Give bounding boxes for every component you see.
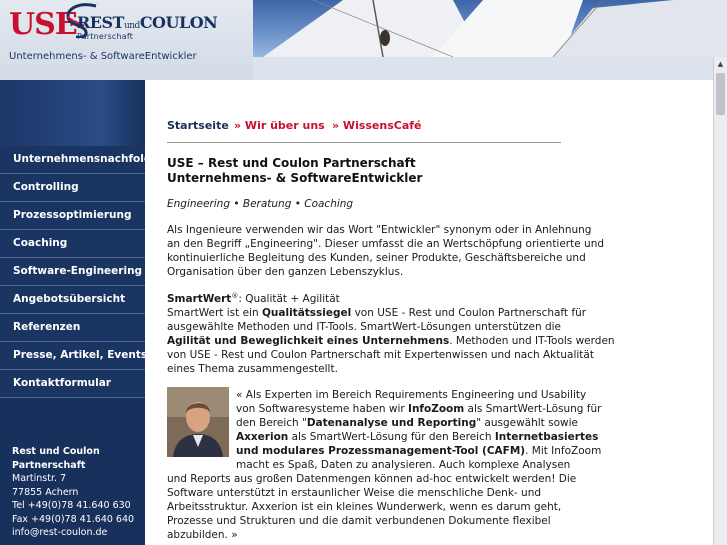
page-title <box>167 156 422 186</box>
contact-fax: Fax +49(0)78 41.640 640 <box>12 513 135 525</box>
scroll-up-arrow-icon[interactable]: ▲ <box>717 60 724 68</box>
page-title-line1: USE – Rest und Coulon Partnerschaft <box>167 156 416 170</box>
text-run-bold: und modulares Prozessmanagement-Tool (CAFM) <box>236 445 526 457</box>
quote-line: und Reports aus großen Datenmengen können ad-hoc entwickelt werden! Die <box>167 473 577 485</box>
top-nav <box>167 118 561 143</box>
text-run: von Softwaresysteme haben wir <box>236 403 409 415</box>
text-run-bold: InfoZoom <box>408 403 465 415</box>
text-run-bold: Internetbasiertes <box>494 431 599 443</box>
smartwert-title <box>167 292 561 306</box>
sidebar-top-gradient <box>0 80 145 146</box>
nav-link-wissenscafe[interactable]: » WissensCafé <box>332 119 422 132</box>
sidebar-item-referenzen[interactable]: Referenzen <box>0 314 145 342</box>
main-content <box>167 80 615 545</box>
quote-line <box>167 416 578 430</box>
logo-partnerschaft: Partnerschaft <box>77 32 134 41</box>
text-run: . Mit InfoZoom <box>525 445 602 457</box>
sidebar-item-kontaktformular[interactable]: Kontaktformular <box>0 370 145 398</box>
text-run: als SmartWert-Lösung für den Bereich <box>288 431 495 443</box>
smartwert-line <box>167 334 615 348</box>
smartwert-line <box>167 306 587 320</box>
text-run: als SmartWert-Lösung für <box>464 403 602 415</box>
intro-line: Organisation über den ganzen Lebenszyklus. <box>167 266 404 278</box>
text-run-bold: Axxerion <box>236 431 289 443</box>
contact-name-line1: Rest und Coulon <box>12 446 100 457</box>
quote-line <box>167 402 602 416</box>
text-run-bold: Datenanalyse und Reporting <box>306 417 477 429</box>
smartwert-section <box>167 292 615 376</box>
sidebar-item-controlling[interactable]: Controlling <box>0 174 145 202</box>
text-run: SmartWert ist ein <box>167 307 262 319</box>
quote-line: « Als Experten im Bereich Requirements Engineering und Usability <box>236 389 587 401</box>
page-title-line2: Unternehmens- & SoftwareEntwickler <box>167 171 423 185</box>
quote-line <box>167 444 602 458</box>
text-run-bold: Agilität und Beweglichkeit eines Unternehmens <box>167 335 450 347</box>
registered-mark: ® <box>231 292 239 300</box>
smartwert-suffix: : Qualität + Agilität <box>238 293 340 305</box>
logo-tagline: Unternehmens- & SoftwareEntwickler <box>9 51 197 62</box>
intro-line: Als Ingenieure verwenden wir das Wort "Entwickler" synonym oder in Anlehnung <box>167 224 592 236</box>
contact-email-link[interactable]: info@rest-coulon.de <box>12 527 108 538</box>
sidebar-item-coaching[interactable]: Coaching <box>0 230 145 258</box>
smartwert-line: ausgewählte Methoden und IT-Tools. SmartWert-Lösungen unterstützen die <box>167 321 562 333</box>
logo[interactable] <box>0 0 253 80</box>
logo-use: USE <box>9 7 77 42</box>
header-sail-photo <box>253 0 727 57</box>
sidebar-nav <box>0 146 159 398</box>
sidebar-item-angebotsuebersicht[interactable]: Angebotsübersicht <box>0 286 145 314</box>
smartwert-line: eines Thema zusammengestellt. <box>167 363 338 375</box>
smartwert-name: SmartWert <box>167 293 232 305</box>
intro-line: an den Begriff „Engineering". Dieser umfasst die an Wertschöpfung orientierte und <box>167 238 605 250</box>
quote-line: macht es Spaß, Daten zu analysieren. Auch komplexe Analysen <box>236 459 571 471</box>
quote-line <box>167 430 599 444</box>
logo-und: und <box>123 21 140 31</box>
scroll-thumb[interactable] <box>716 73 725 115</box>
vertical-scrollbar[interactable] <box>713 57 727 545</box>
quote-line: Prozesse und Strukturen und die damit verbundenen Dokumente flexibel <box>167 515 551 527</box>
contact-block <box>12 445 134 540</box>
sail-illustration <box>253 0 727 57</box>
sidebar-item-presse[interactable]: Presse, Artikel, Events <box>0 342 145 370</box>
text-run: den Bereich " <box>236 417 307 429</box>
contact-street: Martinstr. 7 <box>12 473 67 484</box>
sidebar-item-prozessoptimierung[interactable]: Prozessoptimierung <box>0 202 145 230</box>
quote-line: Arbeitsstruktur. Axxerion ist ein kleines Wunderwerk, wenn es darum geht, <box>167 501 562 513</box>
text-run: von USE - Rest und Coulon Partnerschaft für <box>351 307 587 319</box>
smartwert-line: von USE - Rest und Coulon Partnerschaft mit Expertenwissen und nach Aktualität <box>167 349 594 361</box>
contact-name-line2: Partnerschaft <box>12 459 86 471</box>
nav-link-startseite[interactable]: Startseite <box>167 119 229 132</box>
text-run-bold: Qualitätssiegel <box>261 307 352 319</box>
sidebar-item-unternehmensnachfolge[interactable]: Unternehmensnachfolge <box>0 146 145 174</box>
logo-coulon: COULON <box>139 13 218 32</box>
subheading: Engineering • Beratung • Coaching <box>167 198 354 210</box>
contact-city: 77855 Achern <box>12 486 79 498</box>
text-run: . Methoden und IT-Tools werden <box>449 335 615 347</box>
header <box>0 0 727 80</box>
contact-phone: Tel +49(0)78 41.640 630 <box>12 500 131 511</box>
text-run: " ausgewählt sowie <box>476 417 578 429</box>
sidebar-item-software-engineering[interactable]: Software-Engineering <box>0 258 145 286</box>
intro-line: kontinuierliche Begleitung des Kunden, seiner Produkte, Geschäftsbereiche und <box>167 252 586 264</box>
quote-section <box>167 388 602 542</box>
logo-rest: REST <box>77 13 124 32</box>
intro-paragraph <box>167 223 605 279</box>
quote-line: abzubilden. » <box>167 529 238 541</box>
header-strip <box>253 57 727 80</box>
quote-line: Software unterstützt in erstaunlicher Weise die menschliche Denk- und <box>167 487 542 499</box>
nav-link-wir-ueber-uns[interactable]: » Wir über uns <box>234 119 325 132</box>
